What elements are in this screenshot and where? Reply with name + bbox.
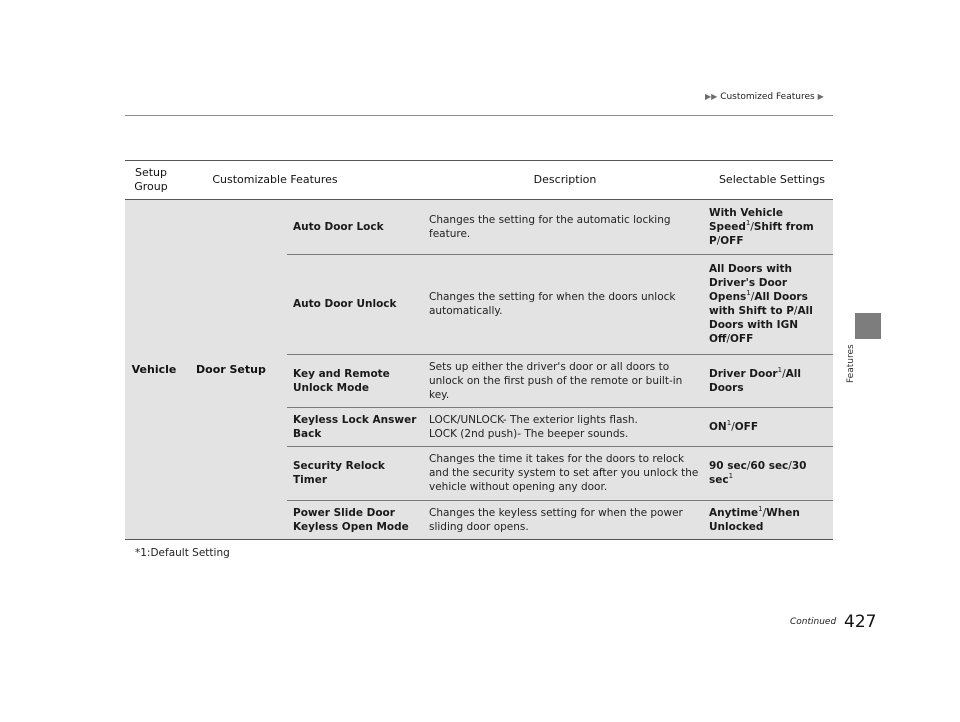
feature-description: [429, 407, 699, 446]
setting-option: OFF: [729, 333, 754, 345]
breadcrumb-divider: [125, 115, 833, 116]
setting-option: 30 sec: [709, 460, 807, 486]
footnote: *1:Default Setting: [135, 547, 230, 559]
setting-separator: /: [746, 460, 751, 472]
setting-separator: /: [793, 305, 798, 317]
header-description: Description: [533, 172, 597, 186]
feature-name: Auto Door Unlock: [293, 298, 397, 310]
feature-name: Power Slide Door Keyless Open Mode: [293, 506, 409, 533]
selectable-settings: [709, 200, 833, 254]
description-line: LOCK/UNLOCK- The exterior lights flash.: [429, 413, 638, 426]
selectable-settings: [709, 500, 833, 539]
selectable-settings: [709, 407, 833, 446]
table-row: [287, 354, 833, 407]
setting-option: OFF: [734, 420, 759, 433]
default-marker: 1: [746, 289, 751, 297]
setting-option: All Doors with Shift to P: [709, 291, 808, 317]
side-tab-marker: [855, 313, 881, 339]
setting-option: ON: [709, 420, 727, 433]
feature-name: Auto Door Lock: [293, 221, 384, 233]
feature-name: Security Relock Timer: [293, 460, 385, 486]
breadcrumb-end-arrow-icon: ▶: [817, 92, 824, 101]
table-bottom-rule: [125, 539, 833, 540]
setting-separator: /: [782, 367, 786, 380]
header-setup-group: Setup Group: [134, 165, 168, 193]
feature-description: Changes the keyless setting for when the power sliding door opens.: [429, 506, 683, 533]
feature-description: Changes the setting for the automatic locking feature.: [429, 214, 671, 240]
breadcrumb-section[interactable]: Customized Features: [720, 92, 815, 102]
setting-option: OFF: [720, 235, 744, 247]
header-customizable-features: Customizable Features: [212, 172, 338, 186]
description-line: LOCK (2nd push)- The beeper sounds.: [429, 427, 629, 440]
feature-description: Sets up either the driver's door or all doors to unlock on the first push of the remote or built-in key.: [429, 360, 683, 401]
default-marker: 1: [758, 504, 763, 513]
setting-option: Anytime: [709, 506, 759, 519]
header-selectable-settings: Selectable Settings: [718, 172, 826, 186]
table-row: [287, 254, 833, 354]
setting-option: When Unlocked: [709, 506, 800, 533]
continued-label: Continued: [790, 617, 837, 627]
setting-separator: /: [762, 506, 767, 519]
selectable-settings: [709, 254, 833, 354]
setting-option: 90 sec: [709, 460, 747, 472]
default-marker: 1: [728, 472, 734, 480]
row-divider: [287, 254, 833, 255]
setting-separator: /: [750, 291, 755, 303]
breadcrumb-arrow-icon: ▶▶: [705, 92, 718, 101]
default-marker: 1: [777, 365, 783, 374]
feature-description: Changes the time it takes for the doors to relock and the security system to set after you unlock the vehicle without opening any door.: [429, 453, 699, 493]
page-number: 427: [844, 612, 877, 632]
breadcrumb: [705, 92, 835, 102]
setting-separator: /: [716, 235, 721, 247]
feature-name: Key and Remote Unlock Mode: [293, 367, 390, 394]
default-marker: 1: [745, 219, 751, 227]
table-row: [287, 200, 833, 254]
feature-name: Keyless Lock Answer Back: [293, 413, 417, 440]
setting-option: All Doors with IGN Off: [709, 305, 813, 345]
sub-group-cell: Door Setup: [196, 363, 266, 376]
table-row: [287, 500, 833, 539]
setting-separator: /: [788, 460, 792, 472]
row-divider: [287, 500, 833, 501]
table-row: [287, 446, 833, 500]
setting-separator: /: [726, 333, 730, 345]
setting-separator: /: [731, 420, 735, 433]
default-marker: 1: [726, 418, 732, 427]
setting-option: With Vehicle Speed: [709, 207, 784, 233]
selectable-settings: [709, 446, 833, 500]
setup-group-cell: Vehicle: [131, 363, 177, 376]
feature-description: Changes the setting for when the doors unlock automatically.: [429, 291, 676, 317]
row-divider: [287, 354, 833, 355]
setting-option: All Doors with Driver's Door Opens: [709, 263, 793, 303]
setting-option: Shift from P: [709, 221, 814, 247]
setting-separator: /: [750, 221, 754, 233]
side-tab-label: Features: [846, 344, 856, 383]
setting-option: 60 sec: [750, 460, 789, 472]
selectable-settings: [709, 354, 833, 407]
row-divider: [287, 446, 833, 447]
table-row: [287, 407, 833, 446]
setting-option: Driver Door: [709, 367, 778, 380]
row-divider: [287, 407, 833, 408]
setting-option: All Doors: [709, 367, 801, 394]
